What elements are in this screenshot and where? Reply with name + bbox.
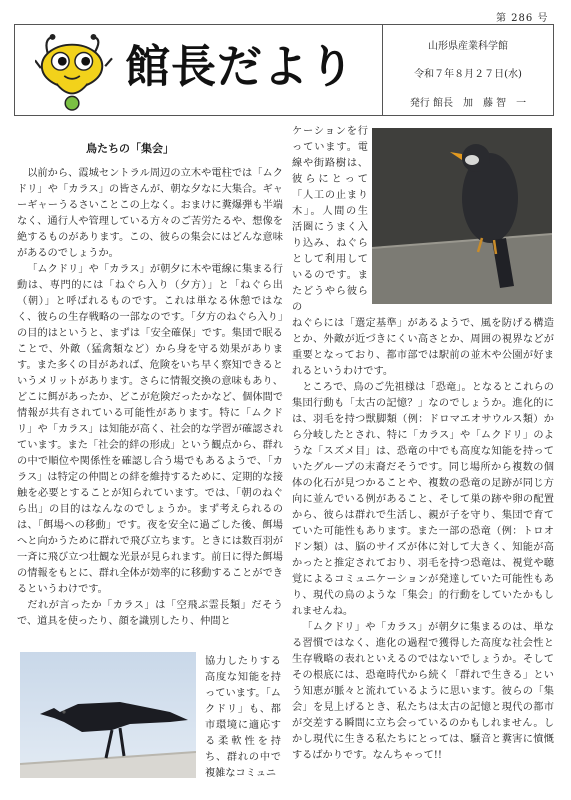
- right-column-text: [292, 316, 554, 764]
- publisher-info: [383, 25, 553, 115]
- right-wrap-text: [292, 124, 368, 316]
- left-column-text: [17, 166, 283, 630]
- issuer-name: 発行 館長 加 藤 智 一: [409, 98, 527, 109]
- crow-photo: [20, 652, 196, 778]
- mascot-logo: [35, 33, 113, 111]
- article-heading: 鳥たちの「集会」: [86, 142, 174, 155]
- issue-date: 令和７年８月２７日(水): [414, 69, 522, 80]
- org-name: 山形県産業科学館: [428, 41, 508, 52]
- starling-photo: [372, 128, 552, 304]
- paragraph: ねぐらには「選定基準」があるようで、風を防げる構造とか、外敵が近づきにくい高さとか、周囲の視界などが重要となっており、都市部では駅前の並木や公園が好まれるというわけです。: [292, 318, 554, 377]
- issue-number: 第 286 号: [496, 13, 549, 24]
- paragraph: 「ムクドリ」や「カラス」が朝夕に集まるのは、単なる習慣ではなく、進化の過程で獲得した高度な社会性と生存戦略の表れといえるのではないでしょうか。そしてその根底には、恐竜時代から続く「群れで生きる」という知恵が脈々と流れているように思います。彼らの「集会」を見上げるとき、私たちは太古の記憶と現代の都市が交差する瞬間に立ち会っているのかもしれません。しかし現代に生きる私たちにとっては、騒音と糞害に憤慨するばかりです。なんちゃって!!: [292, 622, 554, 761]
- newsletter-header: [14, 24, 554, 116]
- paragraph: ケーションを行っています。電線や街路樹は、彼らにとって「人工の止まり木」。人間の生活圏にうまく入り込み、ねぐらとして利用しているのです。またどうやら彼らの: [292, 126, 368, 313]
- paragraph: 以前から、霞城セントラル周辺の立木や電柱では「ムクドリ」や「カラス」の皆さんが、朝な夕なに大集合。ギャーギャーうるさいことこの上なく。おまけに糞爆弾も半端なく、通行人や管理している方々のご苦労たるや、想像を絶するものがあります。この、彼らの集会にはどんな意味があるのでしょうか。: [17, 168, 283, 259]
- paragraph: ところで、鳥のご先祖様は「恐竜」。となるとこれらの集団行動も「太古の記憶？」なのでしょうか。進化的には、羽毛を持つ獣脚類（例：ドロマエオサウルス類）から分岐したとされ、特に「カラス」や「ムクドリ」のような「スズメ目」は、恐竜の中でも高度な知能を持っていたグループの末裔だそうです。同じ場所から複数の個体の化石が見つかることや、複数の恐竜の足跡が同じ方向に並んでいる例があること、そして巣の跡や卵の配置から、彼らは群れで生活し、親が子を守り、集団で育てていた可能性もあります。また一部の恐竜（例：トロオドン類）は、脳のサイズが体に対して大きく、知能が高かったと推定されており、羽毛を持つ恐竜は、視覚や聴覚によるコミュニケーションが発達していた可能性もあり、現代の鳥のような「集会」的行動をしていたかもしれませんね。: [292, 382, 554, 617]
- paragraph: だれが言ったか「カラス」は「空飛ぶ霊長類」だそうで、道具を使ったり、顔を識別したり、仲間と: [17, 600, 283, 627]
- paragraph: 「ムクドリ」や「カラス」が朝夕に木や電線に集まる行動は、専門的には「ねぐら入り（夕方）」と「ねぐら出（朝）」と呼ばれるものです。これは単なる休憩ではなく、彼らの生存戦略の一部なのです。「夕方のねぐら入り」の目的はというと、まずは「安全確保」です。集団で眠ることで、外敵（猛禽類など）から身を守る効果があります。また多くの目があれば、危険をいち早く察知できるというメリットがあります。さらに情報交換の意味もあり、どこに餌があったか、どこが危険だったかなど、個体間で情報が共有されている可能性があります。特に「ムクドリ」や「カラス」は知能が高く、社会的な学習が確認されています。また「社会的絆の形成」という観点から、群れの中で順位や関係性を確認し合う場でもあるようで、「カラス」は特定の仲間との絆を維持するために、定期的な接触を必要とすることが知られています。では、「朝のねぐら出」の目的はなんなのでしょうか。まず考えられるのは、「餌場への移動」です。夜を安全に過ごした後、餌場へと向かうために群れで飛び立ちます。ときには数百羽が一斉に飛び立つ壮観な光景が見られます。前日に得た餌場の情報をもとに、群れ全体が効率的に移動することができるというわけです。: [17, 264, 283, 595]
- left-wrap-text: [205, 654, 281, 782]
- page-title: 館長だより: [125, 40, 356, 93]
- paragraph: 協力したりする高度な知能を持っています。「ムクドリ」も、都市環境に適応する柔軟性を持ち、群れの中で複雑なコミュニ: [205, 656, 281, 779]
